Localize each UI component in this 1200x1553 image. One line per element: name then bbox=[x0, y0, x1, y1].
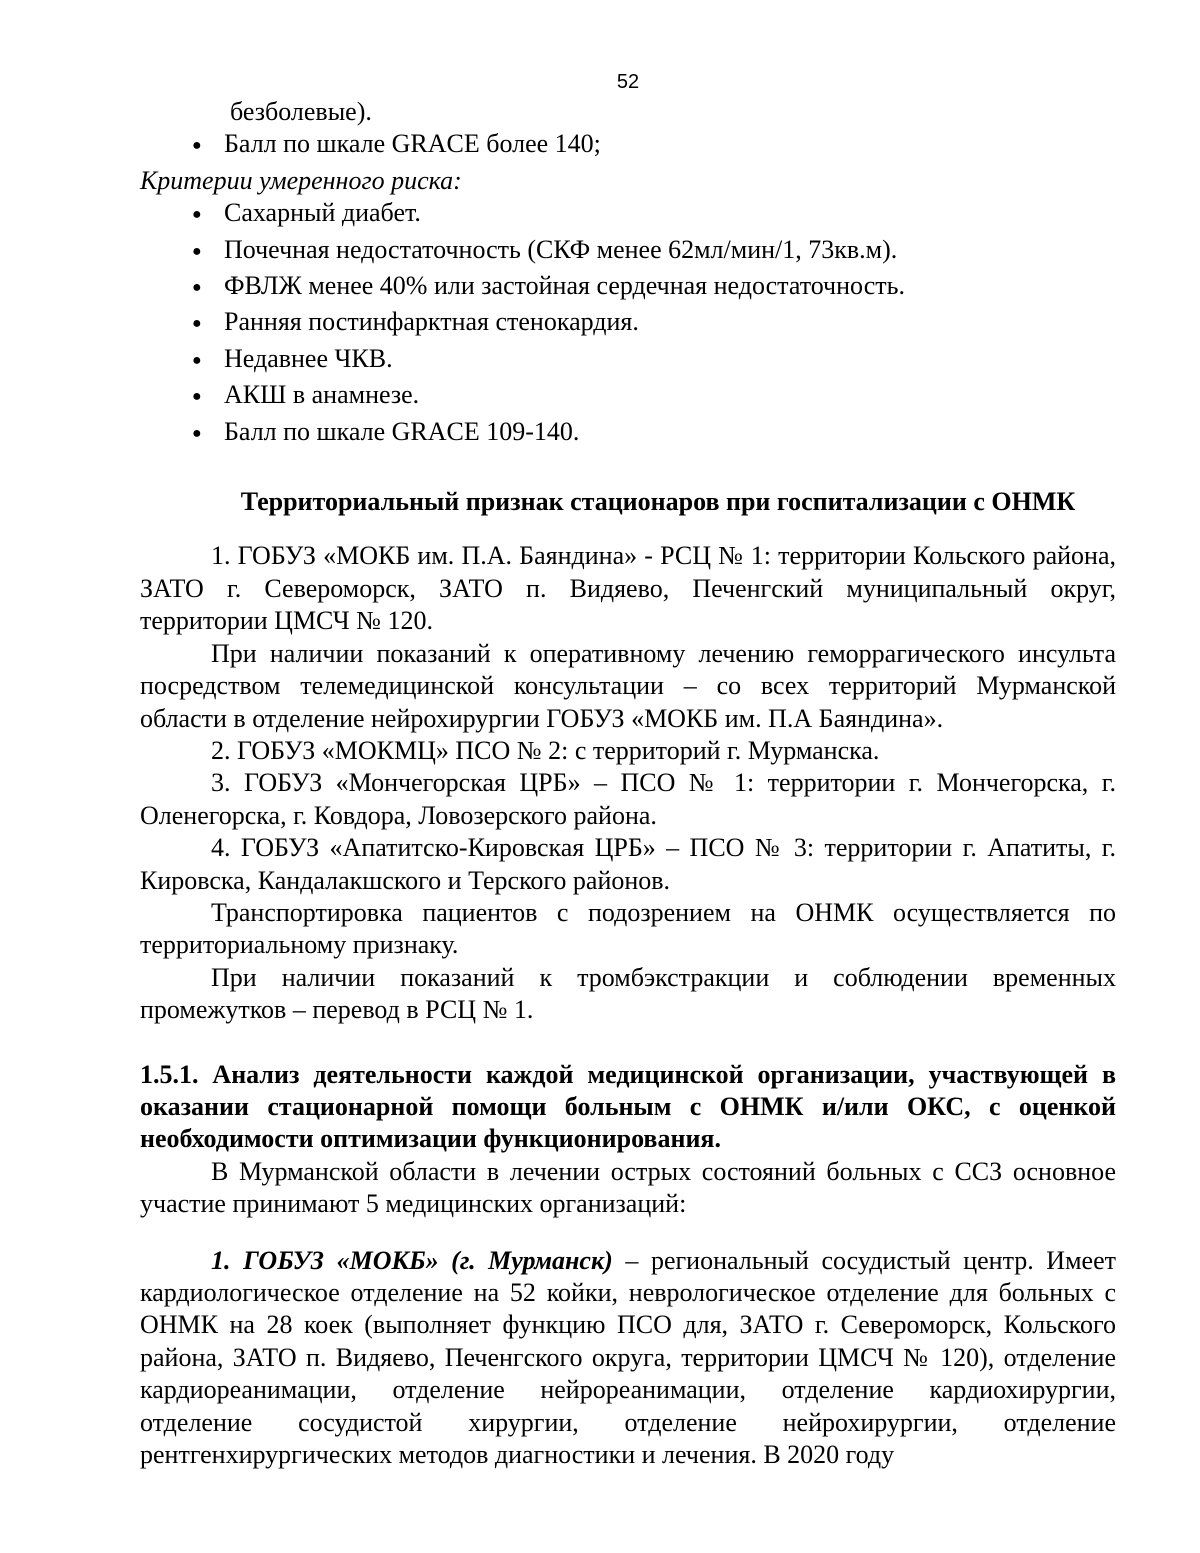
moderate-risk-heading: Критерии умеренного риска: bbox=[140, 165, 462, 195]
list-item bbox=[192, 416, 1116, 452]
territorial-heading: Территориальный признак стационаров при госпитализации с ОНМК bbox=[240, 487, 1076, 517]
list-item bbox=[192, 306, 1116, 342]
page-number: 52 bbox=[616, 71, 640, 93]
analysis-intro: В Мурманской области в лечении острых состояний больных с ССЗ основное участие принимают 5 медицинских организаций: bbox=[140, 1156, 1116, 1219]
list-item-text: Ранняя постинфарктная стенокардия. bbox=[224, 307, 639, 337]
list-item-text: Балл по шкале GRACE 109-140. bbox=[224, 416, 580, 446]
paragraph-spacer bbox=[140, 1221, 1116, 1245]
list-item bbox=[192, 379, 1116, 415]
bullet-icon: ● bbox=[192, 351, 202, 369]
moderate-risk-list bbox=[140, 197, 1116, 452]
bullet-icon: ● bbox=[192, 206, 202, 224]
bullet-icon: ● bbox=[192, 315, 202, 333]
territorial-paragraph: 2. ГОБУЗ «МОКМЦ» ПСО № 2: с территорий г. Мурманска. bbox=[211, 735, 880, 765]
list-item-text: Почечная недостаточность (СКФ менее 62мл/мин/1, 73кв.м). bbox=[224, 234, 898, 264]
list-item-text: АКШ в анамнезе. bbox=[224, 380, 420, 410]
bullet-icon: ● bbox=[192, 242, 202, 260]
territorial-paragraph: При наличии показаний к оперативному лечению геморрагического инсульта посредством телемедицинской консультации – со всех территорий Мурманской области в отделение нейрохирургии ГОБУЗ «МОКБ им. П.А Баяндина». bbox=[140, 638, 1116, 733]
org1-name: 1. ГОБУЗ «МОКБ» (г. Мурманск) bbox=[211, 1245, 613, 1275]
bullet-icon: ● bbox=[192, 137, 202, 155]
territorial-paragraph: 1. ГОБУЗ «МОКБ им. П.А. Баяндина» - РСЦ № 1: территории Кольского района, ЗАТО г. Североморск, ЗАТО п. Видяево, Печенгский муниципальный округ, территории ЦМСЧ № 120. bbox=[140, 541, 1116, 636]
org1-text: – региональный сосудистый центр. Имеет кардиологическое отделение на 52 койки, неврологическое отделение для больных с ОНМК на 28 коек (выполняет функцию ПСО для, ЗАТО г. Североморск, Кольского района, ЗАТО п. Видяево, Печенгского округа, территории ЦМСЧ № 120), отделение кардиореанимации, отделение нейрореанимации, отделение кардиохирургии, отделение сосудистой хирургии, отделение нейрохирургии, отделение рентгенхирургических методов диагностики и лечения. В 2020 году bbox=[140, 1245, 1116, 1470]
high-risk-last-item bbox=[140, 128, 1116, 164]
list-item bbox=[192, 234, 1116, 270]
page-content bbox=[140, 96, 1116, 1471]
org1-paragraph bbox=[140, 1245, 1116, 1472]
list-item bbox=[192, 270, 1116, 306]
list-item-text: Сахарный диабет. bbox=[224, 198, 421, 228]
bullet-icon: ● bbox=[192, 388, 202, 406]
territorial-paragraph: 4. ГОБУЗ «Апатитско-Кировская ЦРБ» – ПСО № 3: территории г. Апатиты, г. Кировска, Кандалакшского и Терского районов. bbox=[140, 833, 1116, 895]
territorial-paragraph: 3. ГОБУЗ «Мончегорская ЦРБ» – ПСО № 1: территории г. Мончегорска, г. Оленегорска, г. Ковдора, Ловозерского района. bbox=[140, 768, 1116, 830]
territorial-paragraph: При наличии показаний к тромбэкстракции и соблюдении временных промежутков – перевод в РСЦ № 1. bbox=[140, 962, 1116, 1025]
list-item-text: ФВЛЖ менее 40% или застойная сердечная недостаточность. bbox=[224, 271, 905, 301]
high-risk-last-item-text: Балл по шкале GRACE более 140; bbox=[224, 129, 601, 159]
territorial-paragraph: Транспортировка пациентов с подозрением на ОНМК осуществляется по территориальному признаку. bbox=[140, 897, 1116, 960]
bullet-icon: ● bbox=[192, 424, 202, 442]
list-item bbox=[192, 343, 1116, 379]
list-item-text: Недавнее ЧКВ. bbox=[224, 343, 393, 373]
list-item bbox=[192, 197, 1116, 233]
continued-text: безболевые). bbox=[230, 97, 372, 126]
bullet-icon: ● bbox=[192, 279, 202, 297]
analysis-heading: 1.5.1. Анализ деятельности каждой медицинской организации, участвующей в оказании стационарной помощи больным с ОНМК и/или ОКС, с оценкой необходимости оптимизации функционирования. bbox=[140, 1059, 1116, 1154]
